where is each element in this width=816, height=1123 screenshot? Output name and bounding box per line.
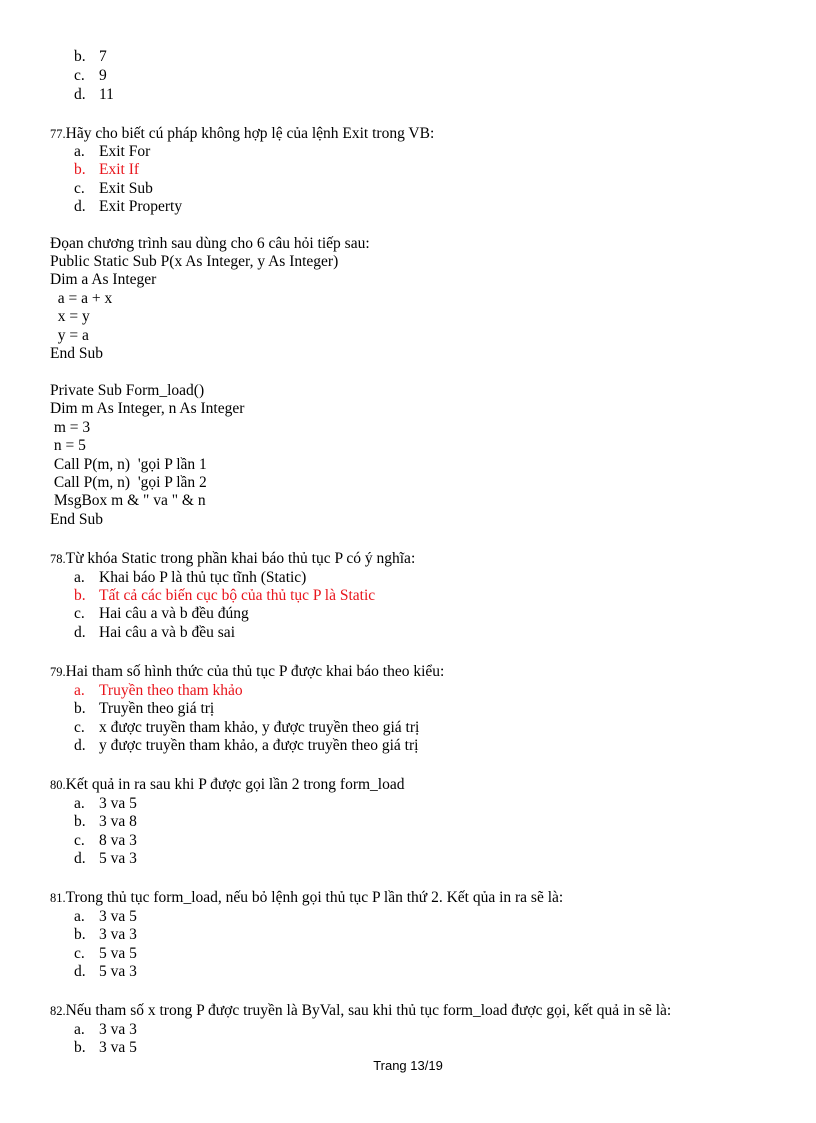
- q77-option-c: c. Exit Sub: [74, 180, 153, 197]
- page-number-footer: Trang 13/19: [373, 1058, 443, 1073]
- q79-option-b: b. Truyền theo giá trị: [74, 700, 215, 717]
- q78-option-a: a. Khai báo P là thủ tục tĩnh (Static): [74, 569, 307, 586]
- q77-option-a: a. Exit For: [74, 143, 151, 160]
- q76-option-d: d. 11: [74, 86, 114, 103]
- q82-option-b: b. 3 va 5: [74, 1039, 137, 1056]
- q78-option-b-answer: b. Tất cả các biến cục bộ của thủ tục P là Static: [74, 587, 376, 604]
- q79-option-a-answer: a. Truyền theo tham khảo: [74, 682, 243, 699]
- q78-option-d: d. Hai câu a và b đều sai: [74, 624, 235, 641]
- code-line: Dim a As Integer: [50, 271, 157, 288]
- code-line: End Sub: [50, 345, 103, 362]
- code-line: Dim m As Integer, n As Integer: [50, 400, 245, 417]
- code-line: n = 5: [50, 437, 86, 454]
- q76-option-c: c. 9: [74, 67, 107, 84]
- q80-option-b: b. 3 va 8: [74, 813, 137, 830]
- q76-option-b: b. 7: [74, 48, 107, 65]
- code-line: y = a: [50, 327, 89, 344]
- code-line: x = y: [50, 308, 90, 325]
- q77-question: 77.Hãy cho biết cú pháp không hợp lệ của lệnh Exit trong VB:: [50, 125, 435, 142]
- q81-option-d: d. 5 va 3: [74, 963, 137, 980]
- q79-option-c: c. x được truyền tham khảo, y được truyền theo giá trị: [74, 719, 420, 736]
- q82-question: 82.Nếu tham số x trong P được truyền là ByVal, sau khi thủ tục form_load được gọi, kết quả in sẽ là:: [50, 1002, 672, 1019]
- q77-option-d: d. Exit Property: [74, 198, 183, 215]
- q81-option-b: b. 3 va 3: [74, 926, 137, 943]
- q79-option-d: d. y được truyền tham khảo, a được truyền theo giá trị: [74, 737, 419, 754]
- q80-option-a: a. 3 va 5: [74, 795, 137, 812]
- code-line: Call P(m, n) 'gọi P lần 1: [50, 456, 207, 473]
- code-line: Private Sub Form_load(): [50, 382, 205, 399]
- code-line: Call P(m, n) 'gọi P lần 2: [50, 474, 207, 491]
- q80-option-c: c. 8 va 3: [74, 832, 137, 849]
- q81-option-a: a. 3 va 5: [74, 908, 137, 925]
- code-line: Public Static Sub P(x As Integer, y As Integer): [50, 253, 339, 270]
- q80-question: 80.Kết quả in ra sau khi P được gọi lần 2 trong form_load: [50, 776, 405, 793]
- q77-option-b-answer: b. Exit If: [74, 161, 140, 178]
- q79-question: 79.Hai tham số hình thức của thủ tục P được khai báo theo kiểu:: [50, 663, 445, 680]
- code-line: MsgBox m & " va " & n: [50, 492, 206, 509]
- q81-option-c: c. 5 va 5: [74, 945, 137, 962]
- code-line: End Sub: [50, 511, 103, 528]
- q81-question: 81.Trong thủ tục form_load, nếu bỏ lệnh gọi thủ tục P lần thứ 2. Kết qủa in ra sẽ là:: [50, 889, 564, 906]
- q80-option-d: d. 5 va 3: [74, 850, 137, 867]
- code-line: a = a + x: [50, 290, 113, 307]
- q82-option-a: a. 3 va 3: [74, 1021, 137, 1038]
- q78-option-c: c. Hai câu a và b đều đúng: [74, 605, 249, 622]
- code-line: m = 3: [50, 419, 91, 436]
- q78-question: 78.Từ khóa Static trong phần khai báo thủ tục P có ý nghĩa:: [50, 550, 416, 567]
- code-intro: Đọan chương trình sau dùng cho 6 câu hỏi tiếp sau:: [50, 235, 370, 252]
